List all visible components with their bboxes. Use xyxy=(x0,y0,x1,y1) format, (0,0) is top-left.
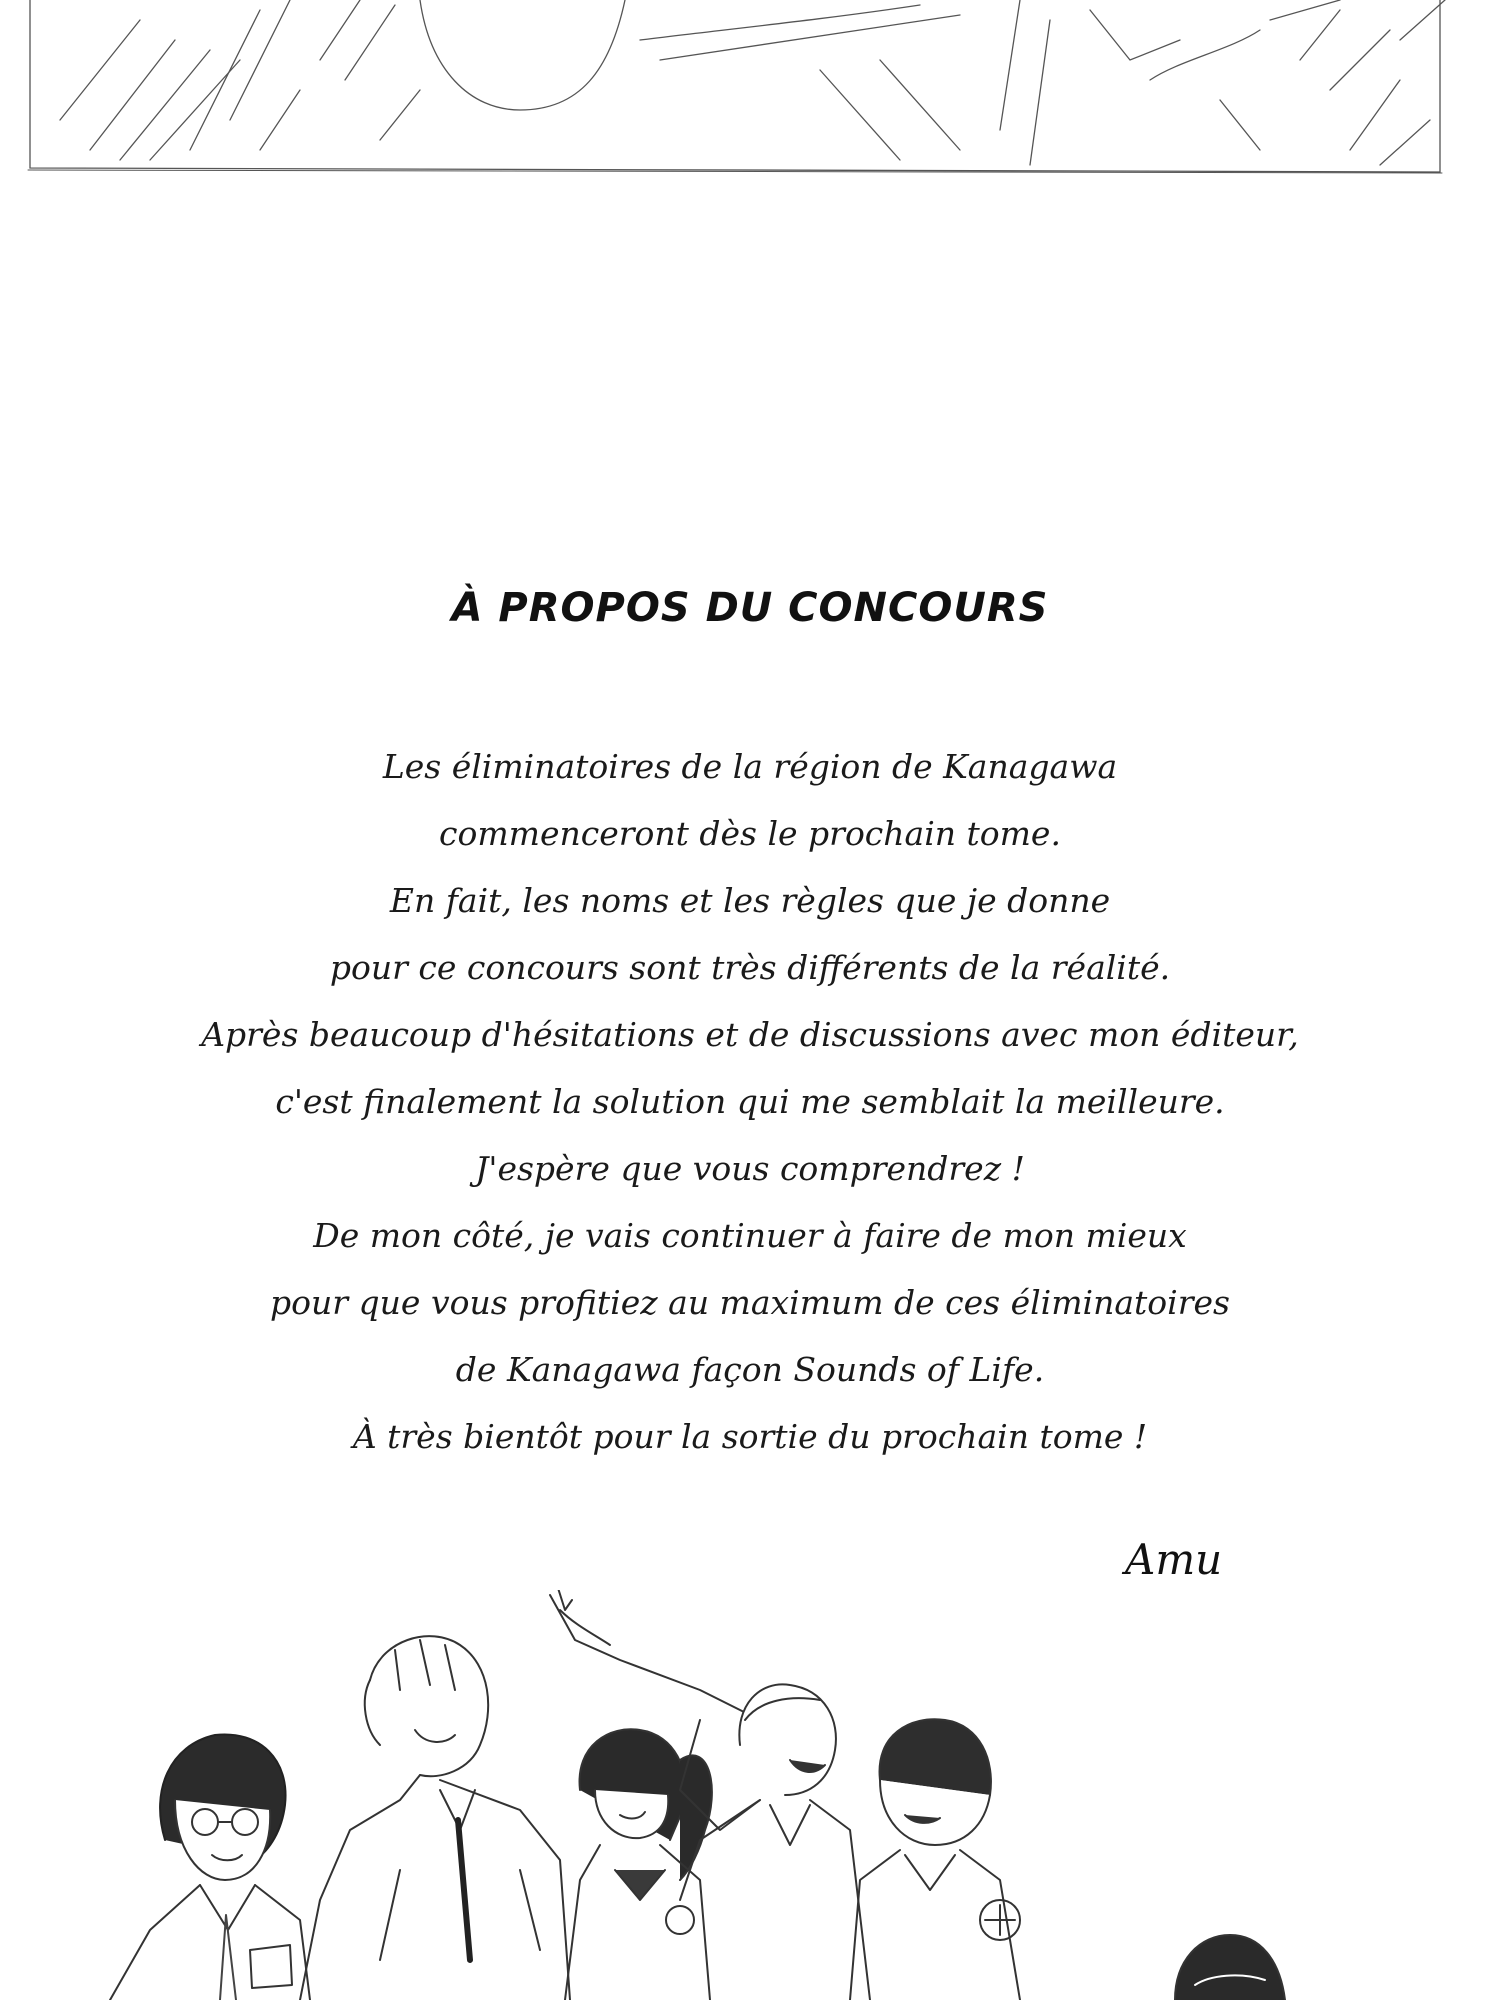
student-girl-figure xyxy=(565,1729,712,2000)
author-note xyxy=(0,733,1500,1470)
author-signature: Amu xyxy=(1125,1535,1223,1584)
students-illustration xyxy=(0,1590,1500,2000)
note-line: commenceront dès le prochain tome. xyxy=(439,814,1061,853)
note-line: pour ce concours sont très différents de la réalité. xyxy=(329,948,1171,987)
student-tall-figure xyxy=(300,1636,570,2000)
student-short-hair-figure xyxy=(850,1719,1020,2000)
section-title: À PROPOS DU CONCOURS xyxy=(451,585,1049,631)
note-line: De mon côté, je vais continuer à faire de mon mieux xyxy=(313,1216,1187,1255)
note-line: de Kanagawa façon Sounds of Life. xyxy=(455,1350,1045,1389)
note-line: pour que vous profitiez au maximum de ces éliminatoires xyxy=(270,1283,1230,1322)
note-line: À très bientôt pour la sortie du prochain tome ! xyxy=(352,1417,1148,1456)
note-line: Après beaucoup d'hésitations et de discussions avec mon éditeur, xyxy=(201,1015,1299,1054)
note-line: En fait, les noms et les règles que je donne xyxy=(389,881,1111,920)
note-line: Les éliminatoires de la région de Kanagawa xyxy=(382,747,1118,786)
note-line: c'est finalement la solution qui me semblait la meilleure. xyxy=(275,1082,1225,1121)
student-partial-figure xyxy=(1175,1935,1285,2000)
top-sketch-panel xyxy=(0,0,1500,200)
student-glasses-figure xyxy=(110,1734,310,2000)
note-line: J'espère que vous comprendrez ! xyxy=(475,1149,1025,1188)
